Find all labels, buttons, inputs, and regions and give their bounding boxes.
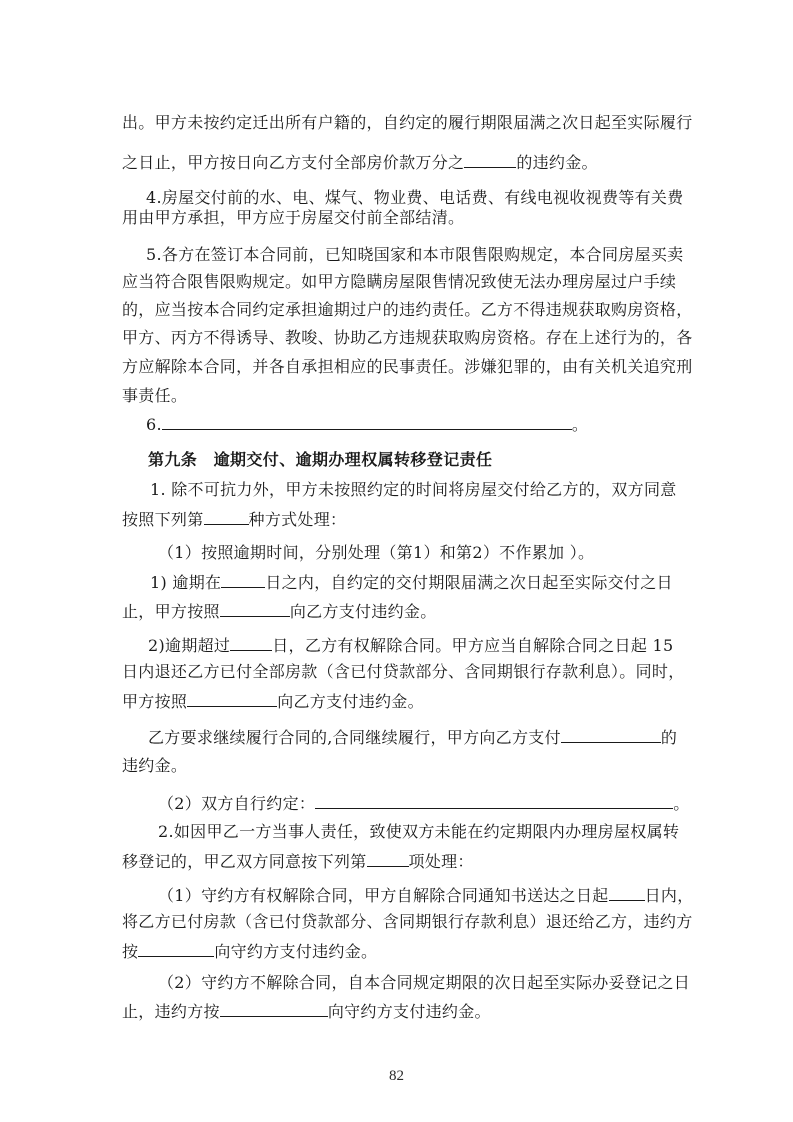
line-text: 按照下列第 bbox=[122, 510, 204, 529]
line-text: （2）守约方不解除合同，自本合同规定期限的次日起至实际办妥登记之日 bbox=[158, 973, 691, 992]
line-text: 用由甲方承担，甲方应于房屋交付前全部结清。 bbox=[122, 208, 465, 227]
line-text: 2)逾期超过 bbox=[148, 636, 231, 655]
fill-in-blank[interactable] bbox=[367, 850, 409, 867]
line-text: 2.如因甲乙一方当事人责任，致使双方未能在约定期限内办理房屋权属转 bbox=[158, 822, 680, 841]
text-line bbox=[122, 850, 793, 872]
line-text: 的违约金。 bbox=[516, 153, 598, 172]
heading-text: 第九条 逾期交付、逾期办理权属转移登记责任 bbox=[148, 450, 493, 469]
line-text: 向守约方支付违约金。 bbox=[214, 942, 378, 961]
text-line bbox=[158, 884, 793, 906]
line-text: 4.房屋交付前的水、电、煤气、物业费、电话费、有线电视收视费等有关费 bbox=[146, 188, 684, 207]
line-text: 事责任。 bbox=[122, 386, 188, 405]
text-line bbox=[122, 386, 793, 406]
line-text: 的 bbox=[660, 728, 678, 747]
text-line bbox=[122, 508, 793, 530]
line-text: 6. bbox=[146, 415, 162, 434]
line-text: 向乙方支付违约金。 bbox=[289, 602, 437, 621]
line-text: 种方式处理： bbox=[248, 510, 347, 529]
line-text: 移登记的，甲乙双方同意按下列第 bbox=[122, 852, 367, 871]
text-line bbox=[122, 357, 793, 377]
line-text: 方应解除本合同，并各自承担相应的民事责任。涉嫌犯罪的，由有关机关追究刑 bbox=[122, 357, 693, 376]
line-text: 5.各方在签订本合同前，已知晓国家和本市限售限购规定，本合同房屋买卖 bbox=[146, 245, 684, 264]
line-text: 出。甲方未按约定迁出所有户籍的，自约定的履行期限届满之次日起至实际履行 bbox=[122, 113, 693, 132]
fill-in-blank[interactable] bbox=[187, 690, 277, 707]
line-text: 甲方、丙方不得诱导、教唆、协助乙方违规获取购房资格。存在上述行为的，各 bbox=[122, 328, 693, 347]
fill-in-blank[interactable] bbox=[315, 792, 673, 809]
text-line bbox=[158, 822, 793, 842]
text-line bbox=[122, 272, 793, 292]
line-text: 向乙方支付违约金。 bbox=[277, 692, 424, 711]
text-line bbox=[122, 662, 793, 682]
line-text: 1) 逾期在 bbox=[150, 573, 222, 592]
line-text: 将乙方已付房款（含已付贷款部分、含同期银行存款利息）退还给乙方，违约方 bbox=[122, 912, 693, 931]
text-line bbox=[122, 300, 793, 320]
fill-in-blank[interactable] bbox=[204, 508, 249, 525]
text-line bbox=[122, 151, 793, 173]
line-text: 1. 除不可抗力外，甲方未按照约定的时间将房屋交付给乙方的，双方同意 bbox=[150, 480, 677, 499]
fill-in-blank[interactable] bbox=[162, 413, 572, 430]
fill-in-blank[interactable] bbox=[230, 634, 272, 651]
line-text: 日之内，自约定的交付期限届满之次日起至实际交付之日 bbox=[265, 573, 673, 592]
text-line bbox=[148, 726, 793, 748]
line-text: 之日止，甲方按日向乙方支付全部房价款万分之 bbox=[122, 153, 465, 172]
line-text: 违约金。 bbox=[122, 756, 188, 775]
text-line bbox=[146, 245, 793, 265]
fill-in-blank[interactable] bbox=[464, 151, 516, 168]
line-text: 止，违约方按 bbox=[122, 1002, 220, 1021]
line-text: （2）双方自行约定： bbox=[158, 794, 316, 813]
line-text: 日内， bbox=[644, 886, 694, 905]
text-line bbox=[158, 973, 793, 993]
line-text: 日内退还乙方已付全部房款（含已付贷款部分、含同期银行存款利息）。同时， bbox=[122, 662, 685, 681]
line-text: （1）守约方有权解除合同，甲方自解除合同通知书送达之日起 bbox=[158, 886, 609, 905]
line-text: 向守约方支付违约金。 bbox=[327, 1002, 491, 1021]
line-text: 。 bbox=[673, 794, 690, 813]
text-line bbox=[158, 792, 793, 814]
line-text: 甲方按照 bbox=[122, 692, 188, 711]
fill-in-blank[interactable] bbox=[609, 884, 645, 901]
text-line bbox=[122, 113, 793, 133]
text-line bbox=[122, 940, 793, 962]
text-line bbox=[150, 480, 793, 500]
line-text: 日，乙方有权解除合同。甲方应当自解除合同之日起 15 bbox=[272, 636, 674, 655]
fill-in-blank[interactable] bbox=[220, 600, 290, 617]
fill-in-blank[interactable] bbox=[220, 1000, 328, 1017]
text-line bbox=[150, 571, 793, 593]
text-line bbox=[122, 912, 793, 932]
text-line bbox=[122, 690, 793, 712]
line-text: （1）按照逾期时间，分别处理（第1）和第2）不作累加 ）。 bbox=[158, 543, 595, 562]
line-text: 的，应当按本合同约定承担逾期过户的违约责任。乙方不得违规获取购房资格， bbox=[122, 300, 693, 319]
line-text: 项处理： bbox=[408, 852, 474, 871]
fill-in-blank[interactable] bbox=[221, 571, 265, 588]
page-number: 82 bbox=[389, 1068, 404, 1084]
line-text: 止，甲方按照 bbox=[122, 602, 220, 621]
text-line bbox=[158, 543, 793, 563]
text-line bbox=[122, 208, 793, 228]
fill-in-blank[interactable] bbox=[138, 940, 214, 957]
text-line bbox=[146, 413, 793, 435]
text-line bbox=[122, 1000, 793, 1022]
fill-in-blank[interactable] bbox=[561, 726, 661, 743]
text-line bbox=[122, 756, 793, 776]
text-line bbox=[148, 634, 793, 656]
line-text: 应当符合限售限购规定。如甲方隐瞒房屋限售情况致使无法办理房屋过户手续 bbox=[122, 272, 677, 291]
line-text: 按 bbox=[122, 942, 139, 961]
text-line bbox=[122, 600, 793, 622]
text-line bbox=[122, 328, 793, 348]
line-text: 乙方要求继续履行合同的,合同继续履行，甲方向乙方支付 bbox=[148, 728, 561, 747]
line-text: 。 bbox=[571, 415, 589, 434]
section-heading bbox=[148, 450, 793, 470]
text-line bbox=[146, 188, 793, 208]
